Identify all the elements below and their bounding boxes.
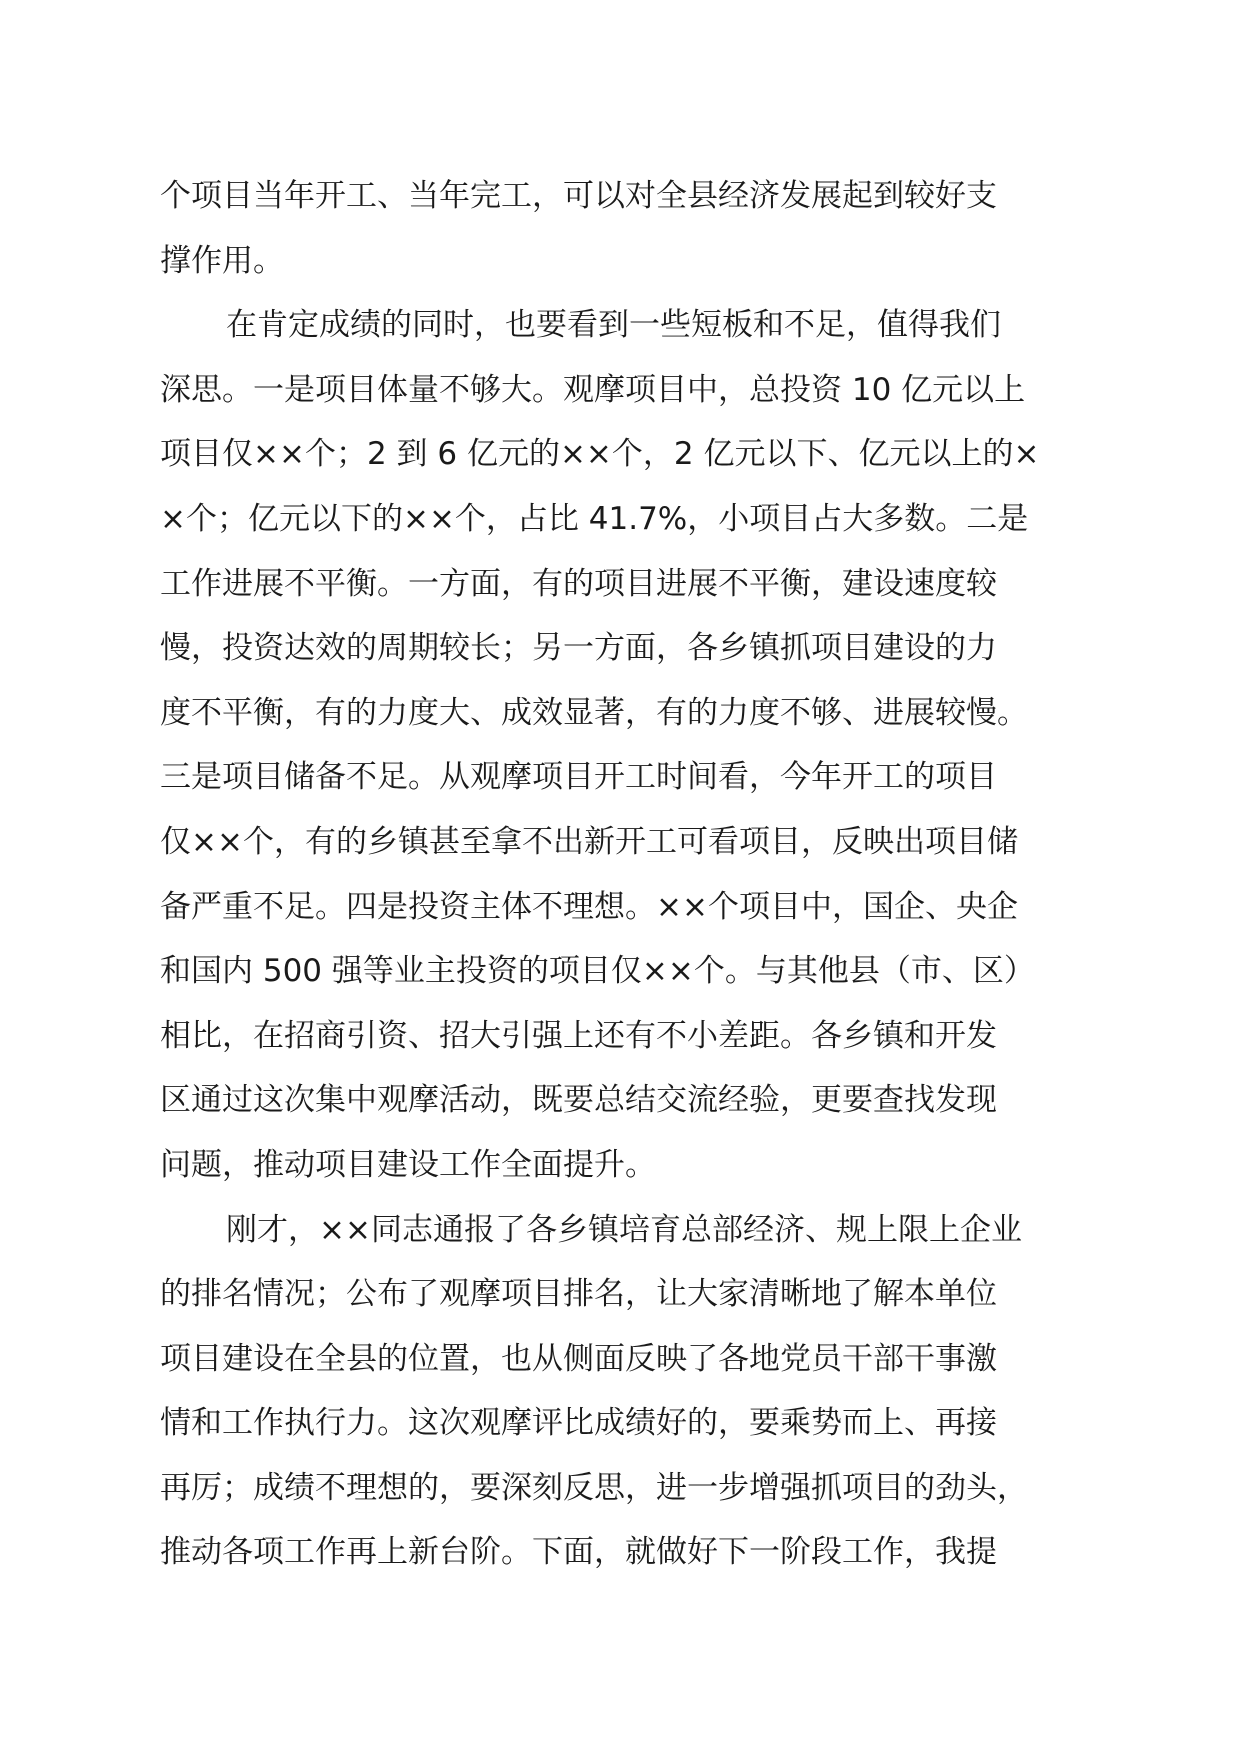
text-line: 备严重不足。四是投资主体不理想。××个项目中，国企、央企 xyxy=(160,888,1018,925)
text-line: 个项目当年开工、当年完工，可以对全县经济发展起到较好支 xyxy=(160,178,997,214)
text-line: 在肯定成绩的同时，也要看到一些短板和不足，值得我们 xyxy=(226,307,1001,344)
text-line: 项目建设在全县的位置，也从侧面反映了各地党员干部干事激 xyxy=(160,1340,997,1377)
text-line: 仅××个，有的乡镇甚至拿不出新开工可看项目，反映出项目储 xyxy=(160,823,1018,860)
text-line: 问题，推动项目建设工作全面提升。 xyxy=(160,1146,656,1183)
text-line: 深思。一是项目体量不够大。观摩项目中，总投资 10 亿元以上 xyxy=(160,371,1026,408)
text-line: 再厉；成绩不理想的，要深刻反思，进一步增强抓项目的劲头， xyxy=(160,1469,1028,1506)
text-line: 刚才，××同志通报了各乡镇培育总部经济、规上限上企业 xyxy=(226,1211,1022,1248)
text-line: 项目仅××个；2 到 6 亿元的××个，2 亿元以下、亿元以上的× xyxy=(160,436,1040,473)
paragraph-continued xyxy=(160,164,1100,293)
text-line: 慢，投资达效的周期较长；另一方面，各乡镇抓项目建设的力 xyxy=(160,630,997,667)
text-line: 的排名情况；公布了观摩项目排名，让大家清晰地了解本单位 xyxy=(160,1276,997,1313)
paragraph-shortcomings xyxy=(160,293,1100,1197)
text-line: 和国内 500 强等业主投资的项目仅××个。与其他县（市、区） xyxy=(160,953,1035,990)
text-line: 三是项目储备不足。从观摩项目开工时间看，今年开工的项目 xyxy=(160,759,997,796)
text-line: 工作进展不平衡。一方面，有的项目进展不平衡，建设速度较 xyxy=(160,565,997,602)
text-line: 区通过这次集中观摩活动，既要总结交流经验，更要查找发现 xyxy=(160,1082,997,1119)
document-body xyxy=(160,164,1100,1585)
text-line: 情和工作执行力。这次观摩评比成绩好的，要乘势而上、再接 xyxy=(160,1405,997,1442)
text-line: 相比，在招商引资、招大引强上还有不小差距。各乡镇和开发 xyxy=(160,1017,997,1054)
paragraph-rankings xyxy=(160,1198,1100,1586)
text-line: 撑作用。 xyxy=(160,242,284,279)
text-line: 推动各项工作再上新台阶。下面，就做好下一阶段工作，我提 xyxy=(160,1534,997,1571)
text-line: 度不平衡，有的力度大、成效显著，有的力度不够、进展较慢。 xyxy=(160,694,1028,731)
text-line: ×个；亿元以下的××个，占比 41.7%，小项目占大多数。二是 xyxy=(160,500,1029,537)
